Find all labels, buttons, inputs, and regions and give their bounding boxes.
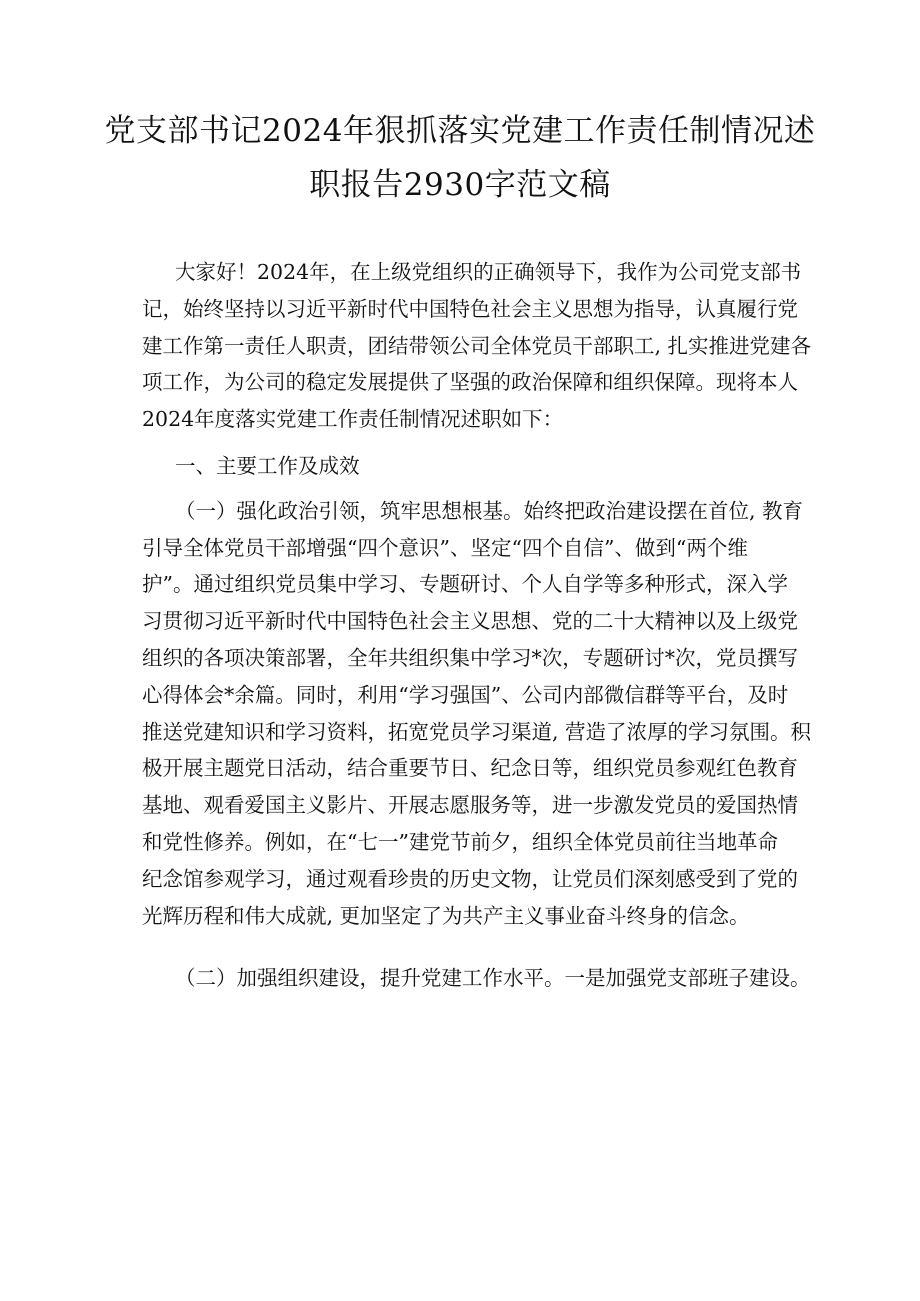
paragraph-line: 基地、观看爱国主义影片、开展志愿服务等，进一步激发党员的爱国热情 xyxy=(142,793,798,818)
paragraph-line: 光辉历程和伟大成就, 更加坚定了为共产主义事业奋斗终身的信念。 xyxy=(142,903,750,928)
paragraph-line: 极开展主题党日活动，结合重要节日、纪念日等，组织党员参观红色教育 xyxy=(142,756,798,781)
section-2-paragraph xyxy=(142,960,811,997)
paragraph-line: 建工作第一责任人职责，团结带领公司全体党员干部职工, 扎实推进党建各 xyxy=(142,333,812,358)
paragraph-line: 组织的各项决策部署，全年共组织集中学习*次，专题研讨*次，党员撰写 xyxy=(142,645,798,670)
paragraph-line: （一）强化政治引领，筑牢思想根基。始终把政治建设摆在首位, 教育 xyxy=(175,498,804,523)
paragraph-line: 引导全体党员干部增强“四个意识”、坚定“四个自信”、做到“两个维 xyxy=(142,535,748,560)
title-line-2: 职报告2930字范文稿 xyxy=(309,167,611,203)
title-line-1: 党支部书记2024年狠抓落实党建工作责任制情况述 xyxy=(104,113,816,149)
paragraph-line: 护”。通过组织党员集中学习、专题研讨、个人自学等多种形式，深入学 xyxy=(142,572,788,597)
paragraph-line: 习贯彻习近平新时代中国特色社会主义思想、党的二十大精神以及上级党 xyxy=(142,609,798,634)
paragraph-line: 心得体会*余篇。同时，利用“学习强国”、公司内部微信群等平台，及时 xyxy=(142,682,789,707)
section-heading: 一、主要工作及成效 xyxy=(175,453,360,478)
paragraph-line: 和党性修养。例如，在“七一”建党节前夕，组织全体党员前往当地革命 xyxy=(142,829,778,854)
paragraph-line: 项工作，为公司的稳定发展提供了坚强的政治保障和组织保障。现将本人 xyxy=(142,370,798,395)
paragraph-line: 推送党建知识和学习资料，拓宽党员学习渠道, 营造了浓厚的学习氛围。积 xyxy=(142,719,812,744)
paragraph-line: 大家好！2024年，在上级党组织的正确领导下，我作为公司党支部书 xyxy=(175,260,802,284)
document-body xyxy=(142,254,812,997)
section-1-paragraph xyxy=(142,493,812,935)
intro-paragraph xyxy=(142,254,812,438)
paragraph-line: （二）加强组织建设，提升党建工作水平。一是加强党支部班子建设。 xyxy=(175,966,811,991)
paragraph-line: 2024年度落实党建工作责任制情况述职如下： xyxy=(142,407,564,432)
document-title xyxy=(100,104,820,212)
paragraph-line: 记，始终坚持以习近平新时代中国特色社会主义思想为指导，认真履行党 xyxy=(142,296,798,321)
paragraph-line: 纪念馆参观学习，通过观看珍贵的历史文物，让党员们深刻感受到了党的 xyxy=(142,866,798,891)
